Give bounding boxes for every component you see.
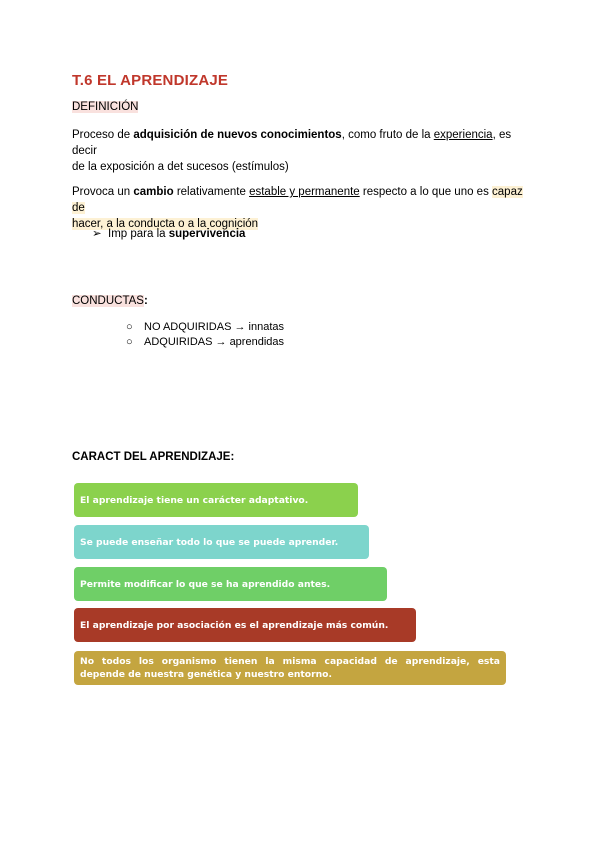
- definicion-paragraph-2: [72, 184, 532, 232]
- definicion-paragraph-1: [72, 127, 532, 175]
- highlighted-text: hacer, a la conducta o a la cognición: [72, 218, 259, 230]
- caract-box-4: [74, 608, 416, 642]
- caract-box-text: El aprendizaje por asociación es el aprendizaje más común.: [80, 619, 389, 631]
- text-run: , como fruto de la: [341, 129, 434, 141]
- bold-text: adquisición de nuevos conocimientos: [133, 129, 342, 141]
- caract-box-2: [74, 525, 369, 559]
- conductas-heading-text: CONDUCTAS: [72, 295, 144, 307]
- arrow-bullet-icon: ➢: [92, 228, 102, 240]
- text-run: Provoca un: [72, 186, 134, 198]
- bullet-item: [92, 226, 245, 240]
- bold-text: supervivencia: [168, 228, 246, 240]
- list-item: [126, 336, 284, 348]
- definicion-heading: [72, 101, 138, 113]
- circle-bullet-icon: ○: [126, 321, 133, 333]
- list-item-text: NO ADQUIRIDAS → innatas: [144, 321, 284, 333]
- caract-box-text: El aprendizaje tiene un carácter adaptativo.: [80, 494, 309, 506]
- caract-box-1: [74, 483, 358, 517]
- definicion-heading-text: DEFINICIÓN: [72, 101, 139, 113]
- conductas-heading: [72, 295, 148, 307]
- caract-box-5: [74, 651, 506, 685]
- text-run: Imp para la: [108, 228, 169, 240]
- text-run: , es decir: [72, 129, 512, 157]
- caract-box-text: Se puede enseñar todo lo que se puede aprender.: [80, 536, 339, 548]
- list-item-text: ADQUIRIDAS → aprendidas: [144, 336, 284, 348]
- caract-box-text: No todos los organismo tienen la misma capacidad de aprendizaje, esta depende de nuestra genética y nuestro entorno.: [80, 656, 500, 680]
- bold-text: cambio: [133, 186, 174, 198]
- highlighted-text: capaz de: [72, 186, 523, 214]
- text-run: Proceso de: [72, 129, 134, 141]
- text-run: de la exposición a det sucesos (estímulos): [72, 161, 289, 173]
- list-item: [126, 321, 284, 333]
- underlined-text: experiencia: [433, 129, 493, 141]
- text-run: respecto a lo que uno es: [359, 186, 493, 198]
- text-run: relativamente: [173, 186, 250, 198]
- circle-bullet-icon: ○: [126, 336, 133, 348]
- caract-heading: CARACT DEL APRENDIZAJE:: [72, 451, 235, 463]
- caract-box-text: Permite modificar lo que se ha aprendido antes.: [80, 578, 331, 590]
- colon: :: [143, 295, 148, 307]
- page-title: T.6 EL APRENDIZAJE: [72, 72, 229, 89]
- caract-box-3: [74, 567, 387, 601]
- underlined-text: estable y permanente: [249, 186, 360, 198]
